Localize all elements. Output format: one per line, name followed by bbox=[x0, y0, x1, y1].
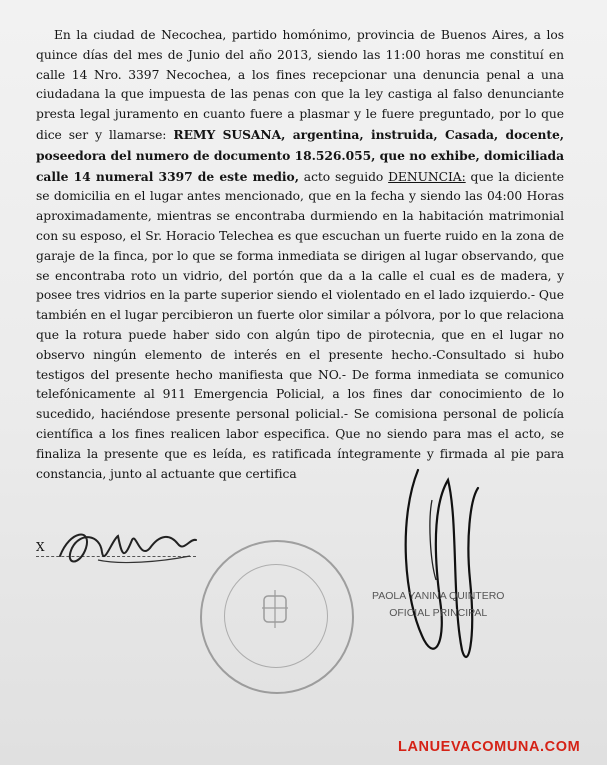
denuncia-heading: DENUNCIA: bbox=[388, 169, 466, 184]
intro-text: En la ciudad de Necochea, partido homónimo, provincia de Buenos Aires, a los quince días del mes de Junio del año 2013, siendo las 11:00 horas me constituí en calle 14 Nro. 3397 Necochea, a los fines recepcionar una denuncia penal a una ciudadana la que impuesta de las penas con que la ley castiga al falso denunciante presta legal juramento en cuanto fuere a plasmar y le fuere preguntado, por lo que dice ser y llamarse: bbox=[36, 28, 564, 142]
signature-x-mark: X bbox=[36, 540, 45, 554]
official-signature bbox=[406, 470, 478, 657]
declarant-signature bbox=[60, 535, 196, 562]
officer-title: OFICIAL PRINCIPAL bbox=[389, 607, 488, 619]
officer-name: PAOLA YANINA QUINTERO bbox=[372, 590, 505, 602]
statement-text: que la diciente se domicilia en el lugar antes mencionado, que en la fecha y siendo las 04:00 Horas aproximadamente, mientras se encontraba durmiendo en la habitación matrimonial con su esposo, el Sr. Horacio Telechea es que escuchan un fuerte ruido en la zona de garaje de la finca, por lo que se forma inmediata se dirigen al lugar observando, que se encontraba roto un vidrio, del portón que da a la calle el cual es de madera, y posee tres vidrios en la parte superior siendo el violentado en el lado izquierdo.- Que también en el lugar percibieron un fuerte olor similar a pólvora, por lo que relaciona que la rotura puede haber sido con algún tipo de pirotecnia, que en el lugar no observo ningún elemento de interés en el presente hecho.-Consultado si hubo testigos del presente hecho manifiesta que NO.- De forma inmediata se comunico telefónicamente al 911 Emergencia Policial, a los fines dar conocimiento de lo sucedido, haciéndose presente personal policial.- Se comisiona personal de policía científica a los fines realicen labor especifica. Que no siendo para mas el acto, se finaliza la presente que es leída, es ratificada íntegramente y firmada al pie para constancia, junto al actuante que certifica bbox=[36, 169, 564, 481]
declarant-details: REMY SUSANA, argentina, instruida, Casada, docente, poseedora del numero de documento 18.526.055, que no exhibe, domiciliada calle 14 numeral 3397 de este medio, bbox=[36, 126, 564, 184]
connector-text: acto seguido bbox=[298, 169, 389, 184]
official-seal-inner-ring bbox=[224, 564, 328, 668]
officer-block bbox=[372, 588, 504, 622]
site-watermark: LANUEVACOMUNA.COM bbox=[398, 739, 581, 755]
official-seal bbox=[200, 540, 354, 694]
